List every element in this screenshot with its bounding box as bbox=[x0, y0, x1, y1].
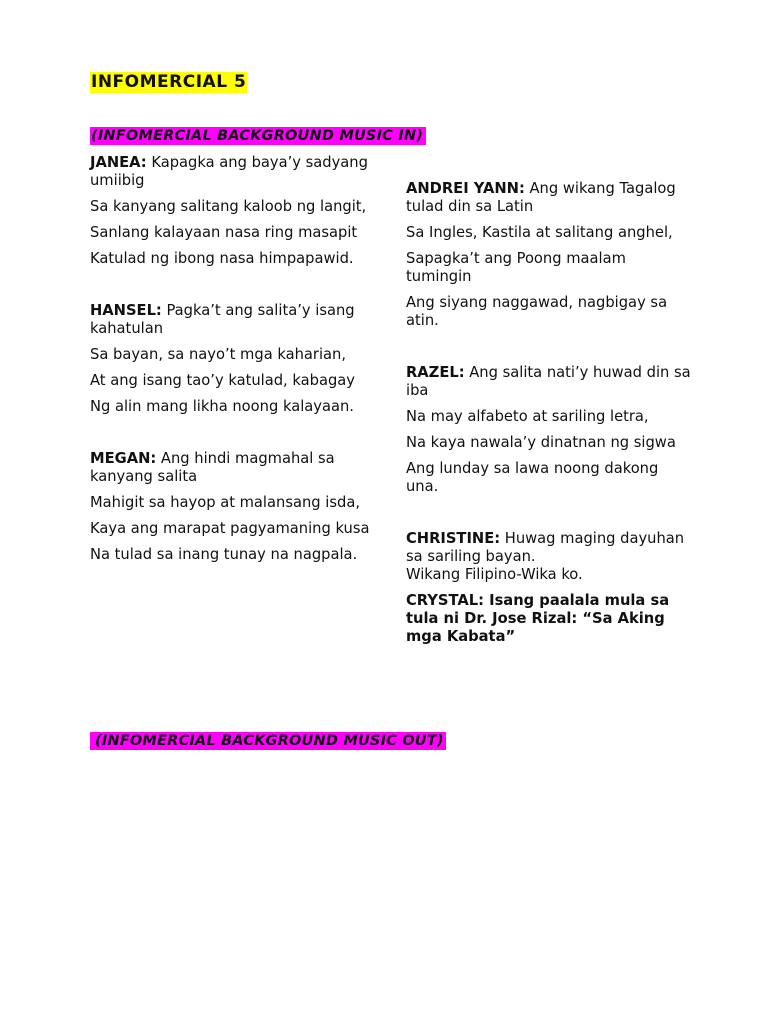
verse-line: Na may alfabeto at sariling letra, bbox=[406, 408, 649, 425]
speaker-name: MEGAN: bbox=[90, 450, 157, 467]
speaker-name: JANEA: bbox=[90, 154, 147, 171]
speaker-name: CHRISTINE: bbox=[406, 530, 501, 547]
speaker-name: ANDREI YANN: bbox=[406, 180, 525, 197]
verse-line: Ang siyang naggawad, nagbigay sa atin. bbox=[406, 294, 668, 329]
verse-line: Na kaya nawala’y dinatnan ng sigwa bbox=[406, 434, 676, 451]
verse-line: Ng alin mang likha noong kalayaan. bbox=[90, 398, 354, 415]
stanza-first-line bbox=[406, 530, 691, 566]
verse-text: Ang wikang Tagalog tulad din sa Latin bbox=[406, 180, 676, 215]
stanza-janea bbox=[90, 154, 375, 268]
speaker-name: CRYSTAL: bbox=[406, 592, 484, 609]
verse-text: Kapagka ang baya’y sadyang umiibig bbox=[90, 154, 368, 189]
speaker-name: RAZEL: bbox=[406, 364, 465, 381]
verse-line: Ang lunday sa lawa noong dakong una. bbox=[406, 460, 659, 495]
stanza-first-line bbox=[90, 302, 375, 338]
verse-line: Sanlang kalayaan nasa ring masapit bbox=[90, 224, 358, 241]
stanza-first-line bbox=[90, 450, 375, 486]
stanza-andrei-yann bbox=[406, 180, 691, 330]
verse-line: Sa kanyang salitang kaloob ng langit, bbox=[90, 198, 367, 215]
verse-text: Ang hindi magmahal sa kanyang salita bbox=[90, 450, 335, 485]
verse-line: Wikang Filipino-Wika ko. bbox=[406, 566, 583, 583]
verse-text: Ang salita nati’y huwad din sa iba bbox=[406, 364, 691, 399]
closing-note-text: Isang paalala mula sa tula ni Dr. Jose Rizal: “Sa Aking mga Kabata” bbox=[406, 592, 670, 645]
verse-line: Katulad ng ibong nasa himpapawid. bbox=[90, 250, 354, 267]
verse-line: Mahigit sa hayop at malansang isda, bbox=[90, 494, 360, 511]
closing-note bbox=[406, 592, 691, 646]
stanza-christine bbox=[406, 530, 691, 584]
verse-line: Sapagka’t ang Poong maalam tumingin bbox=[406, 250, 626, 285]
verse-text: Pagka’t ang salita’y isang kahatulan bbox=[90, 302, 355, 337]
stanza-first-line bbox=[406, 180, 691, 216]
verse-text: Huwag maging dayuhan sa sariling bayan. bbox=[406, 530, 685, 565]
stanza-crystal bbox=[406, 592, 691, 646]
verse-line: Na tulad sa inang tunay na nagpala. bbox=[90, 546, 358, 563]
music-cue-in: (INFOMERCIAL BACKGROUND MUSIC IN) bbox=[90, 127, 426, 145]
stanza-first-line bbox=[406, 364, 691, 400]
right-column bbox=[406, 180, 691, 654]
verse-line: Sa Ingles, Kastila at salitang anghel, bbox=[406, 224, 673, 241]
verse-line: Kaya ang marapat pagyamaning kusa bbox=[90, 520, 370, 537]
stanza-hansel bbox=[90, 302, 375, 416]
left-column bbox=[90, 154, 375, 572]
stanza-megan bbox=[90, 450, 375, 564]
stanza-razel bbox=[406, 364, 691, 496]
verse-line: At ang isang tao’y katulad, kabagay bbox=[90, 372, 355, 389]
verse-line: Sa bayan, sa nayo’t mga kaharian, bbox=[90, 346, 347, 363]
music-cue-out: (INFOMERCIAL BACKGROUND MUSIC OUT) bbox=[90, 732, 446, 750]
document-title: INFOMERCIAL 5 bbox=[91, 72, 247, 92]
speaker-name: HANSEL: bbox=[90, 302, 162, 319]
stanza-first-line bbox=[90, 154, 375, 190]
